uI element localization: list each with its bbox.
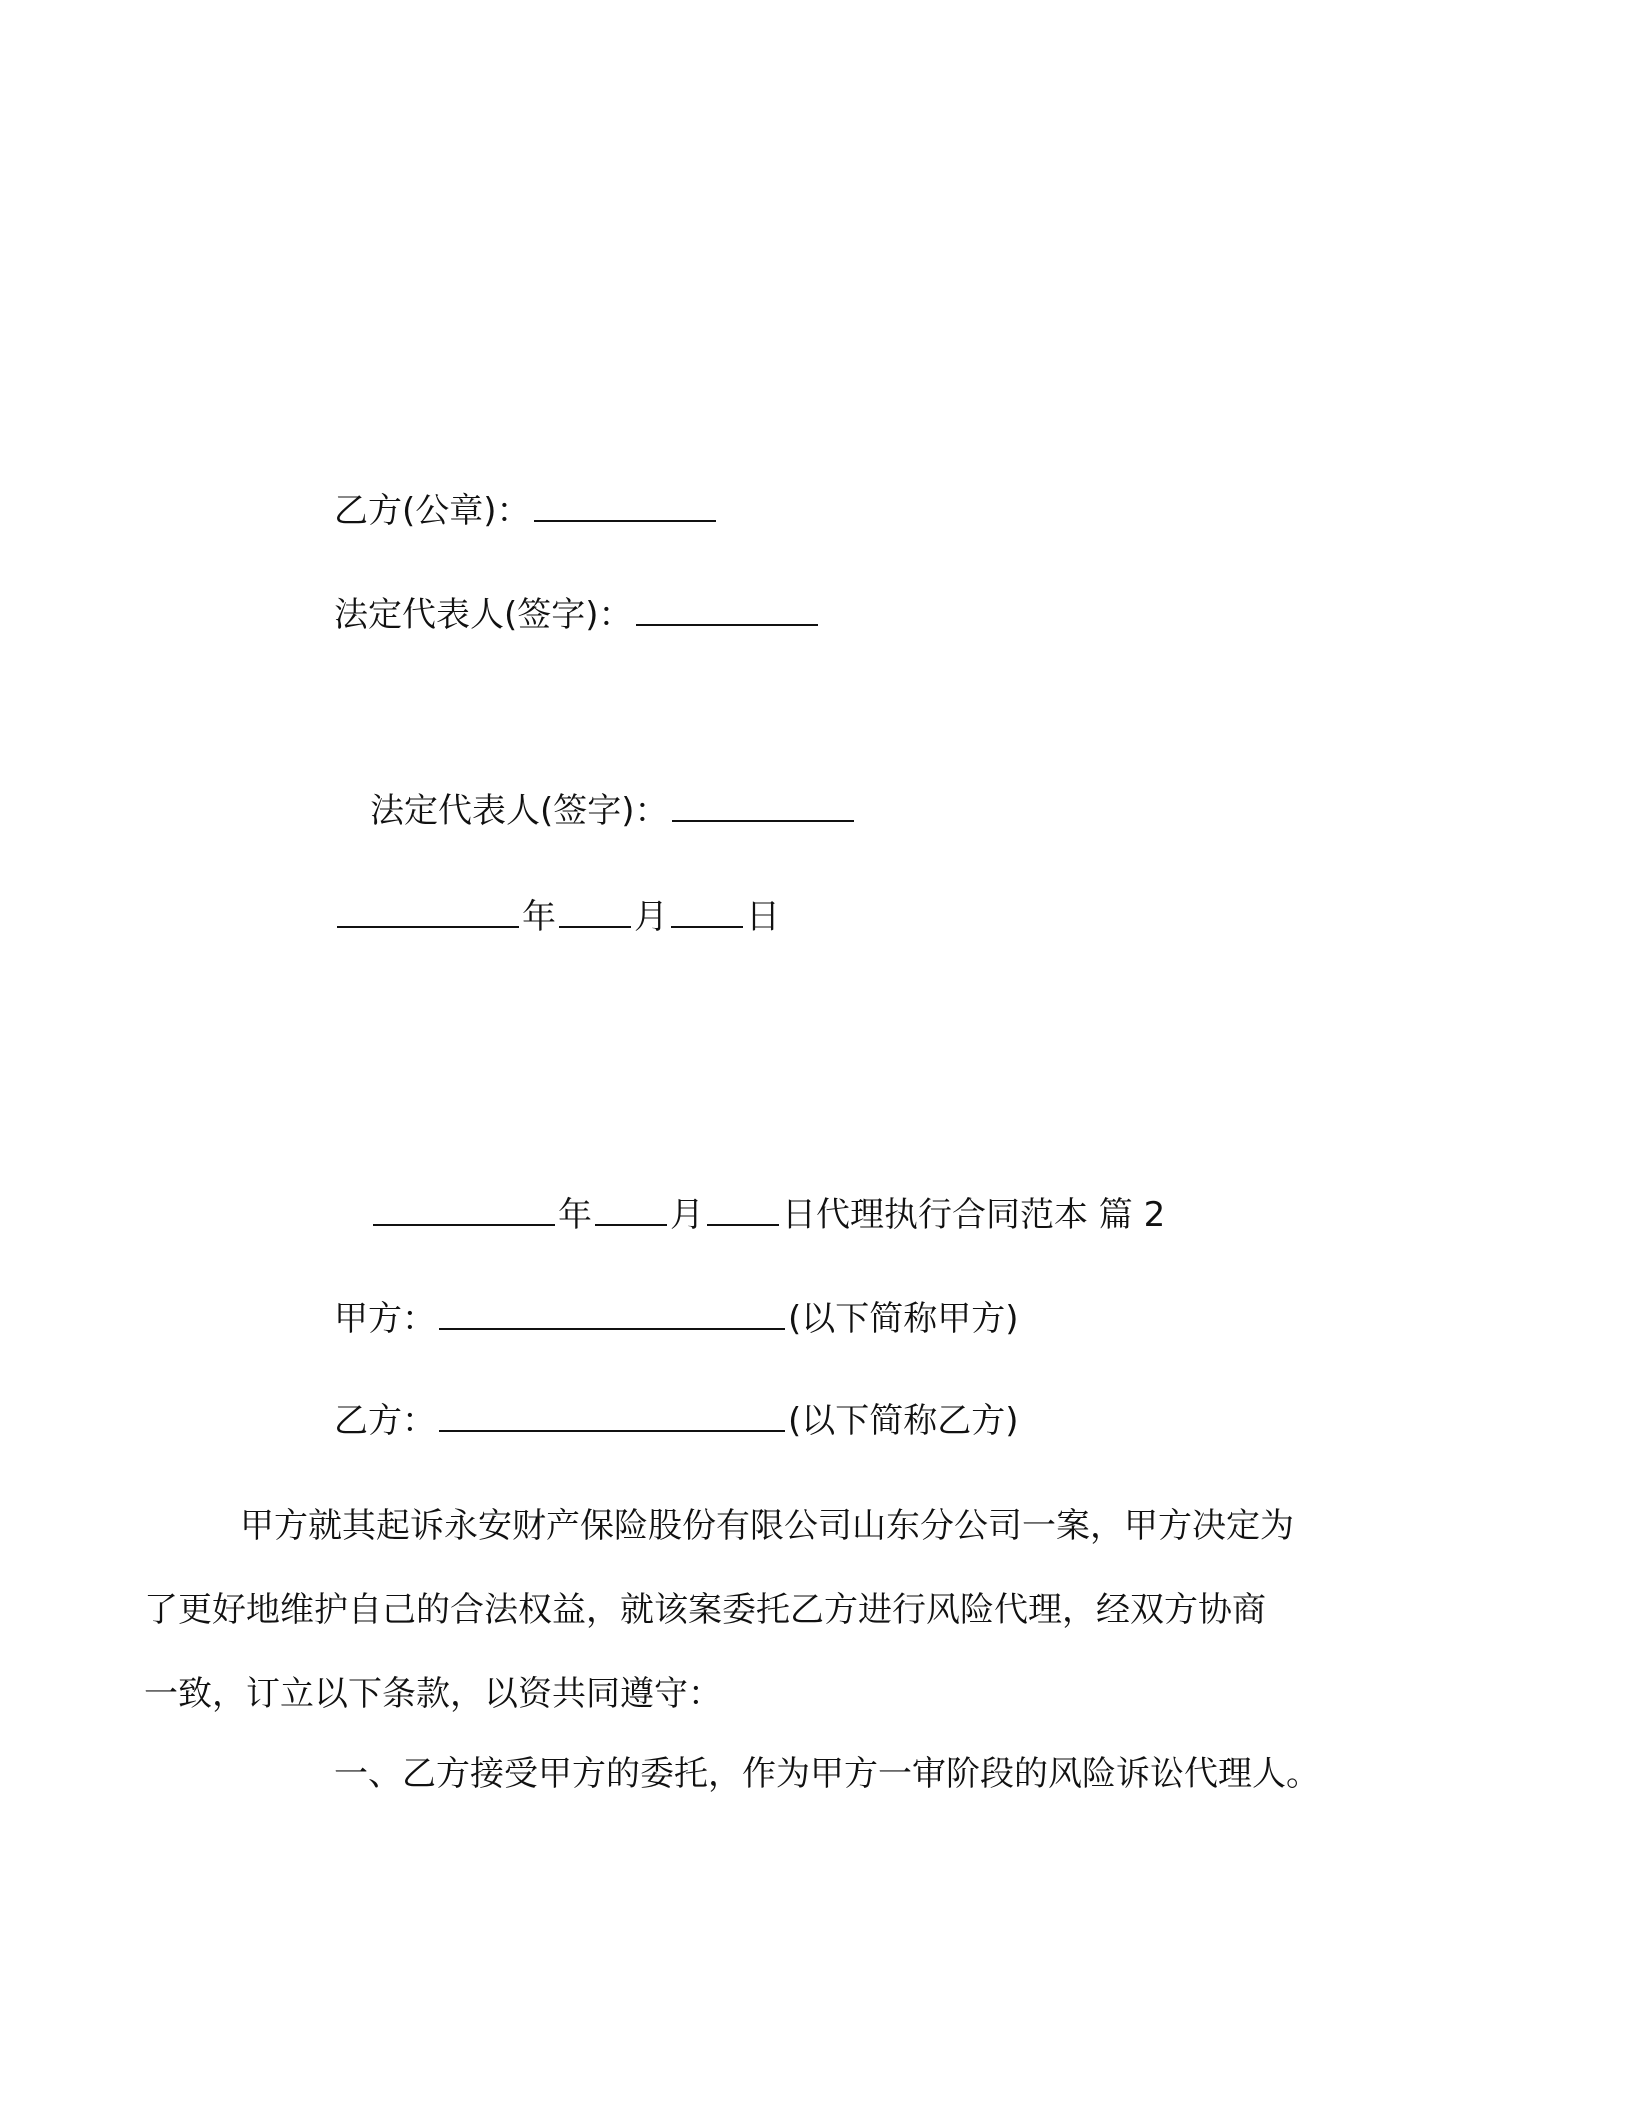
party-b-blank[interactable] — [439, 1400, 785, 1432]
title-year-blank[interactable] — [373, 1194, 555, 1226]
title-year-label: 年 — [558, 1195, 592, 1235]
date-year-blank[interactable] — [337, 896, 519, 928]
title-suffix: 日代理执行合同范本 篇 2 — [782, 1195, 1166, 1235]
clause-1: 一、乙方接受甲方的委托，作为甲方一审阶段的风险诉讼代理人。 — [334, 1754, 1320, 1794]
party-a-line — [334, 1298, 1019, 1339]
legal-rep-blank-2[interactable] — [672, 790, 854, 822]
legal-rep-label-1: 法定代表人(签字)： — [334, 595, 633, 635]
party-b-suffix: (以下简称乙方) — [788, 1401, 1019, 1441]
party-b-seal-blank[interactable] — [534, 490, 716, 522]
title-month-blank[interactable] — [595, 1194, 667, 1226]
title-day-blank[interactable] — [707, 1194, 779, 1226]
legal-rep-blank-1[interactable] — [636, 594, 818, 626]
party-b-seal-label: 乙方(公章)： — [334, 491, 531, 531]
date-day-blank[interactable] — [671, 896, 743, 928]
signature-date-line — [334, 896, 780, 937]
legal-rep-label-2: 法定代表人(签字)： — [370, 791, 669, 831]
party-b-label: 乙方： — [334, 1401, 436, 1441]
party-a-suffix: (以下简称甲方) — [788, 1299, 1019, 1339]
party-b-line — [334, 1400, 1019, 1441]
date-year-label: 年 — [522, 897, 556, 937]
date-month-label: 月 — [634, 897, 668, 937]
date-day-label: 日 — [746, 897, 780, 937]
party-a-blank[interactable] — [439, 1298, 785, 1330]
legal-rep-signature-line-1 — [334, 594, 821, 635]
title-month-label: 月 — [670, 1195, 704, 1235]
intro-paragraph: 甲方就其起诉永安财产保险股份有限公司山东分公司一案，甲方决定为了更好地维护自己的合法权益，就该案委托乙方进行风险代理，经双方协商一致，订立以下条款，以资共同遵守： — [144, 1506, 1294, 1714]
section-title — [370, 1194, 1165, 1235]
date-month-blank[interactable] — [559, 896, 631, 928]
legal-rep-signature-line-2 — [370, 790, 857, 831]
party-a-label: 甲方： — [334, 1299, 436, 1339]
party-b-seal-line — [334, 490, 719, 531]
